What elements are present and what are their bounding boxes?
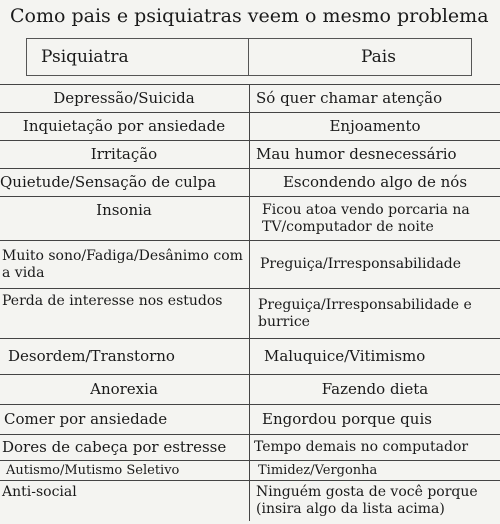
table-row bbox=[0, 169, 500, 197]
table-row bbox=[0, 241, 500, 289]
table-row bbox=[0, 289, 500, 339]
pais-cell: Engordou porque quis bbox=[262, 410, 432, 428]
table-row bbox=[0, 375, 500, 405]
comparison-table bbox=[0, 84, 500, 521]
psiquiatra-cell: Autismo/Mutismo Seletivo bbox=[6, 462, 180, 478]
psiquiatra-cell: Inquietação por ansiedade bbox=[22, 117, 226, 135]
column-divider bbox=[249, 85, 250, 521]
table-row bbox=[0, 141, 500, 169]
pais-cell: Preguiça/Irresponsabilidade bbox=[260, 256, 462, 272]
pais-cell: Escondendo algo de nós bbox=[282, 173, 468, 191]
psiquiatra-cell: Dores de cabeça por estresse bbox=[2, 438, 227, 456]
pais-cell: Só quer chamar atenção bbox=[256, 89, 443, 107]
table-row bbox=[0, 339, 500, 375]
psiquiatra-cell: Perda de interesse nos estudos bbox=[2, 293, 223, 309]
table-row bbox=[0, 461, 500, 481]
psiquiatra-cell: Quietude/Sensação de culpa bbox=[0, 173, 217, 191]
table-header bbox=[26, 38, 472, 76]
psiquiatra-cell: Comer por ansiedade bbox=[4, 410, 168, 428]
psiquiatra-cell: Anorexia bbox=[90, 380, 158, 398]
pais-cell: Maluquice/Vitimismo bbox=[264, 347, 426, 365]
pais-cell: Ninguém gosta de você porque (insira algo da lista acima) bbox=[256, 484, 478, 517]
pais-cell: Preguiça/Irresponsabilidade e burrice bbox=[258, 296, 472, 330]
page-title: Como pais e psiquiatras veem o mesmo problema bbox=[10, 5, 489, 27]
psiquiatra-cell: Depressão/Suicida bbox=[53, 89, 195, 107]
pais-cell: Enjoamento bbox=[329, 117, 421, 135]
header-psiquiatra: Psiquiatra bbox=[41, 47, 129, 67]
psiquiatra-cell: Insonia bbox=[96, 201, 152, 219]
pais-cell: Mau humor desnecessário bbox=[256, 145, 457, 163]
psiquiatra-cell: Irritação bbox=[90, 145, 158, 163]
table-row bbox=[0, 435, 500, 461]
pais-cell: Ficou atoa vendo porcaria na TV/computador de noite bbox=[262, 201, 470, 235]
table-row bbox=[0, 405, 500, 435]
psiquiatra-cell: Anti-social bbox=[2, 484, 77, 500]
pais-cell: Tempo demais no computador bbox=[254, 439, 469, 455]
header-pais: Pais bbox=[361, 47, 396, 67]
psiquiatra-cell: Muito sono/Fadiga/Desânimo com a vida bbox=[2, 247, 243, 281]
pais-cell: Timidez/Vergonha bbox=[258, 462, 378, 478]
psiquiatra-cell: Desordem/Transtorno bbox=[8, 347, 175, 365]
table-row bbox=[0, 113, 500, 141]
table-row bbox=[0, 85, 500, 113]
pais-cell: Fazendo dieta bbox=[321, 380, 429, 398]
table-row bbox=[0, 197, 500, 241]
table-row bbox=[0, 481, 500, 521]
header-divider bbox=[248, 39, 249, 75]
